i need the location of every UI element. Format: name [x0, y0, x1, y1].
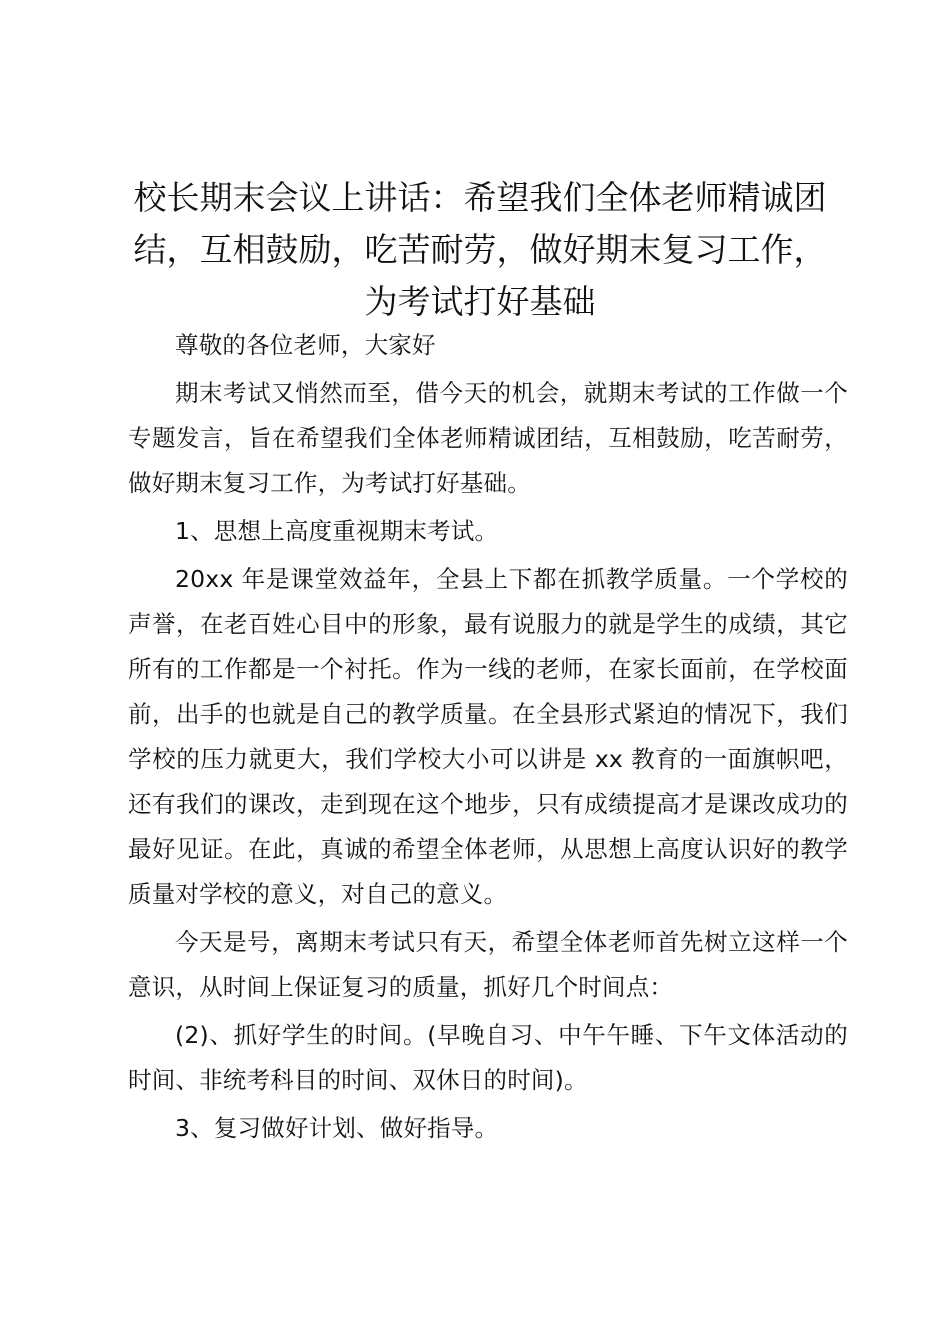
paragraph-time: 今天是号，离期末考试只有天，希望全体老师首先树立这样一个意识，从时间上保证复习的质量，抓好几个时间点：	[128, 928, 848, 1001]
paragraph-quality: 20xx 年是课堂效益年，全县上下都在抓教学质量。一个学校的声誉，在老百姓心目中的形象，最有说服力的就是学生的成绩，其它所有的工作都是一个衬托。作为一线的老师，在家长面前，在学校面前，出手的也就是自己的教学质量。在全县形式紧迫的情况下，我们学校的压力就更大，我们学校大小可以讲是 xx 教育的一面旗帜吧，还有我们的课改，走到现在这个地步，只有成绩提高才是课改成功的最好见证。在此，真诚的希望全体老师，从思想上高度认识好的教学质量对学校的意义，对自己的意义。	[128, 565, 848, 908]
paragraph-heading-3: 3、复习做好计划、做好指导。	[175, 1114, 499, 1142]
paragraph-greeting: 尊敬的各位老师，大家好	[175, 331, 436, 359]
paragraph-intro: 期末考试又悄然而至，借今天的机会，就期末考试的工作做一个专题发言，旨在希望我们全体老师精诚团结，互相鼓励，吃苦耐劳，做好期末复习工作，为考试打好基础。	[128, 379, 848, 497]
paragraph-student-time: (2)、抓好学生的时间。(早晚自习、中午午睡、下午文体活动的时间、非统考科目的时间、双休日的时间)。	[128, 1021, 848, 1094]
document-body	[128, 323, 848, 1154]
paragraph-heading-1: 1、思想上高度重视期末考试。	[175, 517, 499, 545]
document-title: 校长期末会议上讲话：希望我们全体老师精诚团结，互相鼓励，吃苦耐劳，做好期末复习工作，为考试打好基础	[133, 178, 827, 321]
